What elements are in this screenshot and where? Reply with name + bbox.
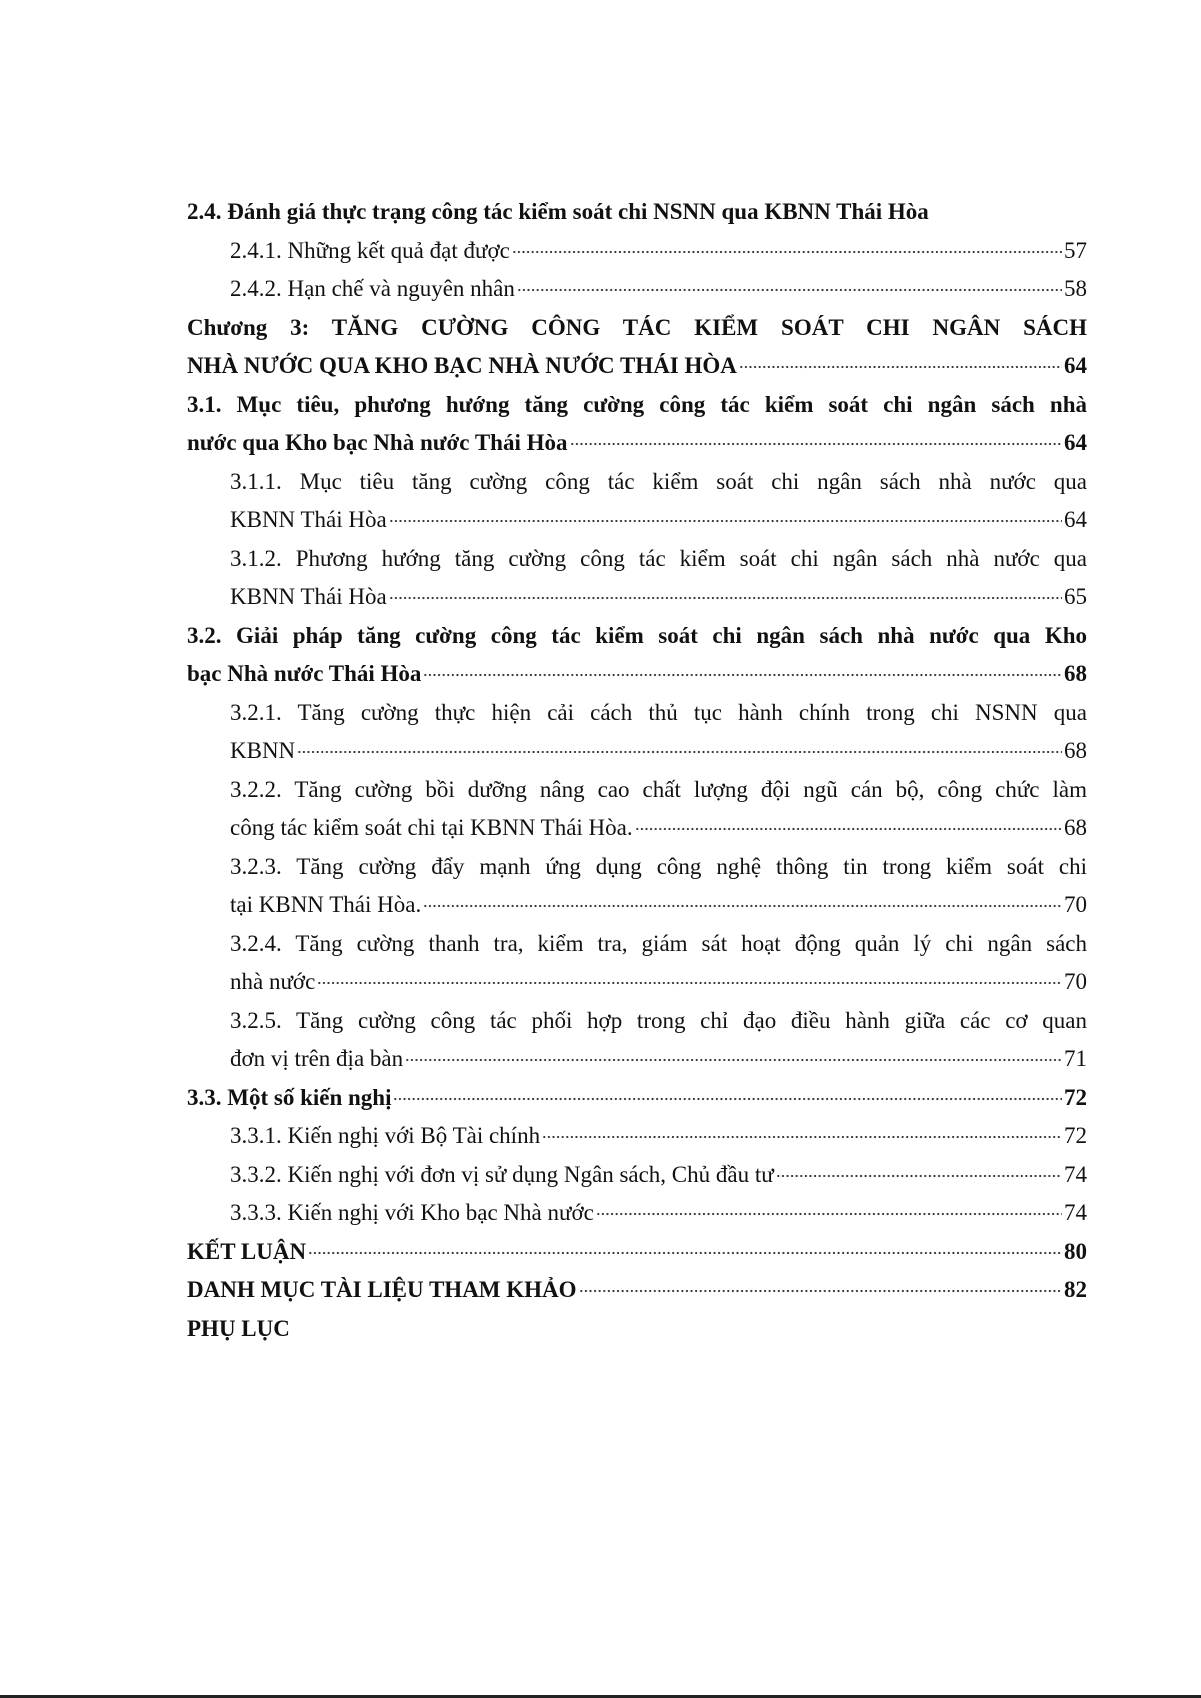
toc-entry-row [187, 655, 1087, 694]
dot-leader [389, 581, 1062, 604]
toc-page-number: 74 [1064, 1161, 1087, 1187]
toc-entry-row [187, 1271, 1087, 1310]
dot-leader [776, 1159, 1062, 1182]
toc-page-number: 70 [1064, 892, 1087, 917]
toc-page-number: 64 [1064, 430, 1087, 455]
dot-leader [517, 273, 1062, 296]
toc-entry[interactable] [187, 617, 1087, 694]
toc-entry-title: nhà nước [230, 969, 316, 994]
toc-entry[interactable] [187, 232, 1087, 271]
toc-entry-row [187, 193, 1087, 232]
toc-page-number: 64 [1064, 353, 1087, 378]
toc-entry-row [230, 1117, 1087, 1156]
toc-entry-row [230, 963, 1087, 1002]
toc-page-number: 71 [1064, 1046, 1087, 1071]
toc-entry-row [230, 732, 1087, 771]
toc-entry[interactable] [187, 1002, 1087, 1079]
toc-entry[interactable] [187, 1079, 1087, 1118]
toc-entry-title: 2.4.1. Những kết quả đạt được [230, 237, 510, 263]
toc-entry-row [187, 1079, 1087, 1118]
toc-entry-title-line1: 3.2.3. Tăng cường đẩy mạnh ứng dụng công nghệ thông tin trong kiểm soát chi [230, 853, 1087, 879]
toc-entry-title: 3.3. Một số kiến nghị [187, 1084, 392, 1110]
dot-leader [635, 812, 1062, 835]
toc-entry[interactable] [187, 1310, 1087, 1349]
toc-entry-title: 3.3.3. Kiến nghị với Kho bạc Nhà nước [230, 1200, 594, 1225]
toc-entry-title-line1: 3.1. Mục tiêu, phương hướng tăng cường công tác kiểm soát chi ngân sách nhà [187, 391, 1087, 417]
toc-entry-row [230, 1156, 1087, 1195]
toc-page-number: 58 [1064, 276, 1087, 301]
toc-entry-title-line1: 3.2.5. Tăng cường công tác phối hợp trong chỉ đạo điều hành giữa các cơ quan [230, 1007, 1087, 1033]
toc-entry-row [230, 501, 1087, 540]
toc-entry-title: nước qua Kho bạc Nhà nước Thái Hòa [187, 430, 568, 455]
toc-entry-title: DANH MỤC TÀI LIỆU THAM KHẢO [187, 1277, 577, 1302]
toc-entry[interactable] [187, 270, 1087, 309]
toc-entry-row [230, 809, 1087, 848]
toc-entry-title-line1: 3.2. Giải pháp tăng cường công tác kiểm soát chi ngân sách nhà nước qua Kho [187, 622, 1087, 648]
toc-entry-title: tại KBNN Thái Hòa. [230, 892, 422, 917]
toc-entry-title: 3.3.1. Kiến nghị với Bộ Tài chính [230, 1123, 541, 1148]
toc-page-number: 82 [1064, 1277, 1087, 1302]
toc-entry[interactable] [187, 1233, 1087, 1272]
toc-page-number: 80 [1064, 1238, 1087, 1264]
toc-entry-title: 3.3.2. Kiến nghị với đơn vị sử dụng Ngân sách, Chủ đầu tư [230, 1161, 774, 1187]
dot-leader [393, 1082, 1062, 1105]
toc-entry[interactable] [187, 771, 1087, 848]
toc-entry-title: NHÀ NƯỚC QUA KHO BẠC NHÀ NƯỚC THÁI HÒA [187, 353, 737, 378]
dot-leader [423, 658, 1062, 681]
toc-page-number: 68 [1064, 815, 1087, 840]
dot-leader [579, 1274, 1062, 1297]
toc-page-number: 65 [1064, 584, 1087, 609]
toc-page-number: 68 [1064, 661, 1087, 686]
toc-entry[interactable] [187, 694, 1087, 771]
toc-entry[interactable] [187, 386, 1087, 463]
toc-entry-row [187, 347, 1087, 386]
toc-entry-row [230, 232, 1087, 271]
toc-entry-row [230, 1194, 1087, 1233]
toc-entry[interactable] [187, 1117, 1087, 1156]
dot-leader [308, 1236, 1062, 1259]
toc-entry[interactable] [187, 848, 1087, 925]
toc-entry-title: 2.4. Đánh giá thực trạng công tác kiểm soát chi NSNN qua KBNN Thái Hòa [187, 199, 929, 224]
toc-page-number: 68 [1064, 738, 1087, 763]
toc-entry-title-line1: 3.2.4. Tăng cường thanh tra, kiểm tra, giám sát hoạt động quản lý chi ngân sách [230, 930, 1087, 956]
dot-leader [389, 504, 1062, 527]
toc-page-number: 70 [1064, 969, 1087, 994]
toc-entry[interactable] [187, 1271, 1087, 1310]
toc-entry[interactable] [187, 193, 1087, 232]
toc-entry-title-line1: Chương 3: TĂNG CƯỜNG CÔNG TÁC KIỂM SOÁT CHI NGÂN SÁCH [187, 314, 1087, 340]
toc-entry-row [230, 886, 1087, 925]
dot-leader [739, 350, 1062, 373]
toc-entry-title: KẾT LUẬN [187, 1238, 307, 1264]
dot-leader [317, 966, 1062, 989]
toc-page-number: 74 [1064, 1200, 1087, 1225]
toc-entry-title: đơn vị trên địa bàn [230, 1046, 404, 1071]
toc-entry[interactable] [187, 1194, 1087, 1233]
toc-page-number: 64 [1064, 507, 1087, 532]
toc-entry-row [230, 270, 1087, 309]
toc-entry-row [230, 1040, 1087, 1079]
toc-page-number: 57 [1064, 237, 1087, 263]
toc-entry[interactable] [187, 463, 1087, 540]
toc-entry-title: công tác kiểm soát chi tại KBNN Thái Hòa. [230, 815, 633, 840]
toc-entry-title: bạc Nhà nước Thái Hòa [187, 661, 422, 686]
toc-entry-row [187, 1310, 1087, 1349]
table-of-contents [187, 193, 1087, 1348]
toc-entry[interactable] [187, 540, 1087, 617]
toc-entry-title: KBNN [230, 738, 296, 763]
toc-entry-title: PHỤ LỤC [187, 1315, 290, 1341]
toc-entry-title-line1: 3.2.2. Tăng cường bồi dưỡng nâng cao chất lượng đội ngũ cán bộ, công chức làm [230, 776, 1087, 802]
dot-leader [570, 427, 1063, 450]
toc-entry-row [187, 424, 1087, 463]
dot-leader [405, 1043, 1062, 1066]
toc-entry-title-line1: 3.1.2. Phương hướng tăng cường công tác kiểm soát chi ngân sách nhà nước qua [230, 545, 1087, 571]
toc-entry[interactable] [187, 925, 1087, 1002]
toc-entry[interactable] [187, 309, 1087, 386]
toc-entry-row [187, 1233, 1087, 1272]
toc-entry-title: 2.4.2. Hạn chế và nguyên nhân [230, 276, 515, 301]
toc-entry-row [230, 578, 1087, 617]
toc-entry[interactable] [187, 1156, 1087, 1195]
toc-page-number: 72 [1064, 1123, 1087, 1148]
toc-entry-title: KBNN Thái Hòa [230, 584, 387, 609]
dot-leader [596, 1197, 1062, 1220]
dot-leader [297, 735, 1062, 758]
toc-entry-title: KBNN Thái Hòa [230, 507, 387, 532]
dot-leader [542, 1120, 1062, 1143]
dot-leader [512, 235, 1062, 258]
toc-entry-title-line1: 3.2.1. Tăng cường thực hiện cải cách thủ tục hành chính trong chi NSNN qua [230, 699, 1087, 725]
dot-leader [423, 889, 1062, 912]
toc-page-number: 72 [1064, 1084, 1087, 1110]
toc-entry-title-line1: 3.1.1. Mục tiêu tăng cường công tác kiểm soát chi ngân sách nhà nước qua [230, 468, 1087, 494]
